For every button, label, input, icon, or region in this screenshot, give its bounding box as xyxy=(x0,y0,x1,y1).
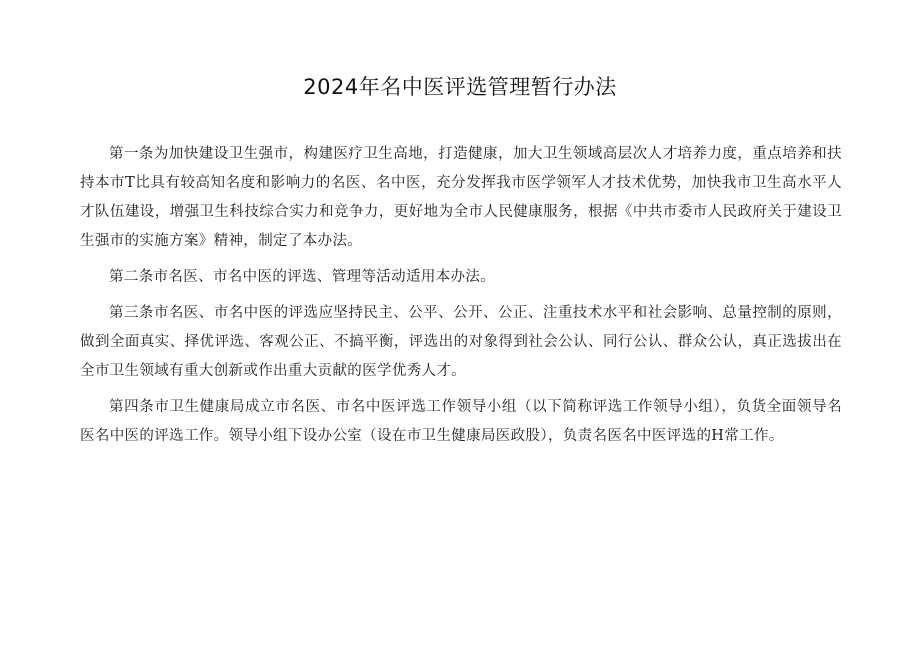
document-title: 2024年名中医评选管理暂行办法 xyxy=(303,75,617,99)
paragraph-article-4: 第四条市卫生健康局成立市名医、市名中医评选工作领导小组（以下简称评选工作领导小组），负货全面领导名医名中医的评选工作。领导小组下设办公室（设在市卫生健康局医政股），负责名医名中医评选的H常工作。 xyxy=(80,399,842,444)
paragraph-article-1: 第一条为加快建设卫生强市，构建医疗卫生高地，打造健康，加大卫生领域高层次人才培养力度，重点培养和扶持本市T比具有较高知名度和影响力的名医、名中医，充分发挥我市医学领军人才技术优势，加快我市卫生高水平人才队伍建设，增强卫生科技综合实力和竞争力，更好地为全市人民健康服务，根据《中共市委市人民政府关于建设卫生强市的实施方案》精神，制定了本办法。 xyxy=(80,146,842,249)
document-body xyxy=(80,140,842,458)
paragraph-article-2: 第二条市名医、市名中医的评选、管理等活动适用本办法。 xyxy=(109,269,496,285)
paragraph-article-3: 第三条市名医、市名中医的评选应坚持民主、公平、公开、公正、注重技术水平和社会影响、总量控制的原则，做到全面真实、择优评选、客观公正、不搞平衡，评选出的对象得到社会公认、同行公认、群众公认，真正选拔出在全市卫生领域有重大创新或作出重大贡献的医学优秀人才。 xyxy=(80,305,842,379)
